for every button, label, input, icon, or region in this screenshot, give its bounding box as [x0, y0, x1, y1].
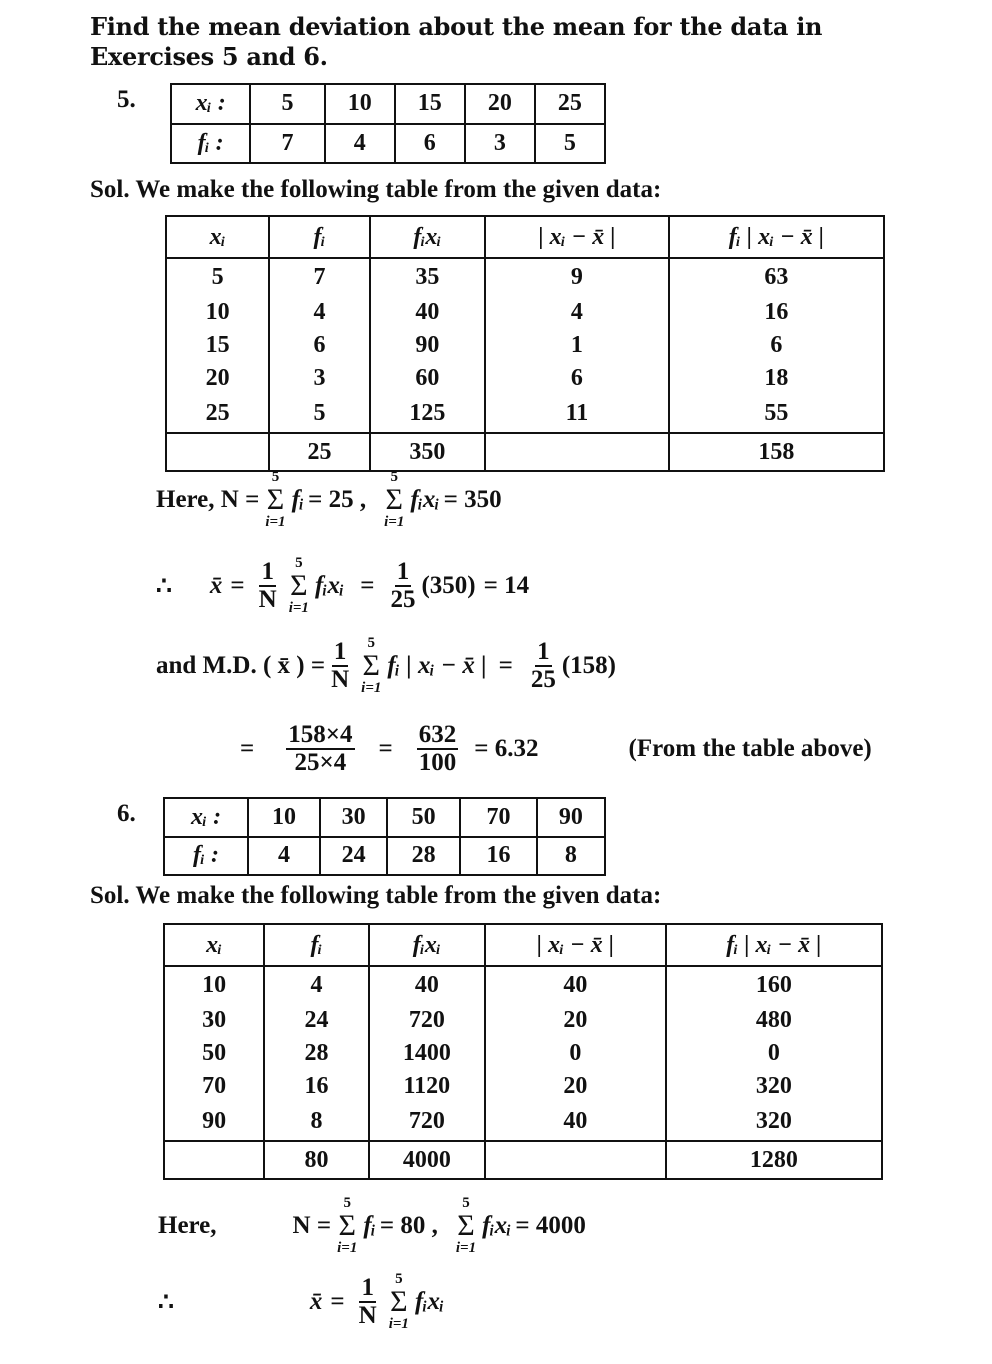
- table-row: [164, 1037, 882, 1070]
- table-cell: 7: [269, 258, 369, 296]
- table-cell: 3: [465, 124, 535, 164]
- table-cell: 20: [465, 84, 535, 124]
- table-cell: 720: [369, 1103, 486, 1141]
- table-cell: fᵢxᵢ: [370, 216, 485, 258]
- sum-fx-value: = 350: [443, 486, 502, 513]
- md-label: and M.D. ( x̄ ) =: [156, 652, 326, 679]
- fixi-term: fᵢxᵢ: [482, 1212, 512, 1239]
- value-158: (158): [561, 652, 617, 679]
- table-cell: fᵢxᵢ: [369, 924, 486, 966]
- table-cell: 55: [669, 395, 884, 433]
- table-row: [164, 837, 605, 876]
- table-cell: | xᵢ − x̄ |: [485, 924, 666, 966]
- table-cell: fᵢ :: [171, 124, 250, 164]
- table-cell: 720: [369, 1004, 486, 1037]
- ex6-data-table: [163, 797, 606, 876]
- table-cell: 90: [370, 329, 485, 362]
- table-cell: 7: [250, 124, 324, 164]
- n-equals: N =: [292, 1212, 332, 1239]
- table-cell: 6: [269, 329, 369, 362]
- fixi-term: fᵢxᵢ: [314, 572, 345, 599]
- table-cell: 6: [395, 124, 465, 164]
- table-cell: [164, 1141, 264, 1179]
- here-label: Here, N =: [156, 486, 260, 513]
- fi-term: fᵢ: [363, 1212, 376, 1239]
- table-cell: 1400: [369, 1037, 486, 1070]
- table-row: [164, 798, 605, 837]
- table-cell: 35: [370, 258, 485, 296]
- fraction-1-over-25: $\frac{1}{25}$: [390, 557, 416, 613]
- table-cell: 4000: [369, 1141, 486, 1179]
- ex5-md-result: [240, 722, 872, 777]
- table-cell: 125: [370, 395, 485, 433]
- mean-result: = 14: [483, 572, 530, 599]
- sum-fx-value: = 4000: [515, 1212, 586, 1239]
- table-cell: [485, 433, 669, 471]
- fixi-term: fᵢxᵢ: [414, 1288, 445, 1315]
- table-cell: 25: [269, 433, 369, 471]
- table-cell: 25: [166, 395, 269, 433]
- equals: =: [230, 572, 245, 599]
- table-cell: 30: [320, 798, 387, 837]
- fraction-1-over-N: $\frac{1}{N}$: [331, 637, 350, 693]
- ex5-sol-line: Sol. We make the following table from the given data:: [90, 176, 662, 203]
- value-350: (350): [421, 572, 476, 599]
- ex6-solution-table: [163, 923, 883, 1180]
- sigma-icon: 5 Σ i=1: [288, 555, 309, 616]
- fraction-158x4-over-25x4: $\frac{158\times 4}{25\times 4}$: [288, 721, 353, 777]
- table-cell: 20: [485, 1004, 666, 1037]
- table-cell: 11: [485, 395, 669, 433]
- table-cell: 28: [264, 1037, 368, 1070]
- here-label: Here,: [158, 1212, 217, 1239]
- table-row: [164, 1103, 882, 1141]
- table-cell: 70: [164, 1070, 264, 1103]
- sum-f-value: = 25 ,: [308, 486, 367, 513]
- exercise-heading-line1: Find the mean deviation about the mean for the data in: [90, 12, 823, 41]
- sigma-icon: 5 Σ i=1: [388, 1271, 409, 1332]
- equals: =: [240, 735, 255, 763]
- table-cell: 15: [166, 329, 269, 362]
- table-cell: 4: [325, 124, 395, 164]
- ex6-sol-line: Sol. We make the following table from the given data:: [90, 882, 662, 909]
- table-cell: 10: [248, 798, 320, 837]
- therefore-symbol: ∴: [156, 573, 172, 600]
- header-row: [164, 924, 882, 966]
- table-cell: 16: [669, 296, 884, 329]
- table-cell: 6: [485, 362, 669, 395]
- table-cell: 70: [460, 798, 537, 837]
- table-cell: xᵢ: [164, 924, 264, 966]
- table-cell: 24: [320, 837, 387, 876]
- exercise-heading-line2: Exercises 5 and 6.: [90, 42, 328, 71]
- ex6-sum-formula: [158, 1196, 586, 1256]
- table-cell: 15: [395, 84, 465, 124]
- equals: =: [378, 735, 393, 763]
- table-cell: 20: [485, 1070, 666, 1103]
- fraction-1-over-25: $\frac{1}{25}$: [530, 637, 556, 693]
- table-cell: 6: [669, 329, 884, 362]
- table-cell: 63: [669, 258, 884, 296]
- table-cell: 30: [164, 1004, 264, 1037]
- sigma-icon: 5 Σ i=1: [265, 469, 286, 530]
- table-row: [164, 966, 882, 1004]
- sigma-icon: 5 Σ i=1: [455, 1195, 477, 1256]
- table-cell: 350: [370, 433, 485, 471]
- sigma-icon: 5 Σ i=1: [361, 635, 382, 696]
- table-cell: 320: [666, 1103, 882, 1141]
- totals-row: [164, 1141, 882, 1179]
- table-cell: 28: [387, 837, 460, 876]
- table-cell: 5: [535, 124, 605, 164]
- table-row: [171, 84, 605, 124]
- sum-f-value: = 80 ,: [379, 1212, 438, 1239]
- table-cell: 1280: [666, 1141, 882, 1179]
- table-cell: 10: [325, 84, 395, 124]
- md-expression: fᵢ | xᵢ − x̄ |: [387, 652, 487, 679]
- table-cell: 8: [537, 837, 605, 876]
- ex5-md-formula: [156, 636, 616, 696]
- ex5-sum-formula: [156, 470, 502, 530]
- exercise-number-5: 5.: [117, 86, 136, 113]
- table-cell: 320: [666, 1070, 882, 1103]
- equals: =: [360, 572, 375, 599]
- sigma-icon: 5 Σ i=1: [384, 469, 405, 530]
- table-cell: 10: [164, 966, 264, 1004]
- table-cell: 0: [666, 1037, 882, 1070]
- table-cell: 60: [370, 362, 485, 395]
- fi-term: fᵢ: [291, 486, 305, 513]
- table-cell: 16: [460, 837, 537, 876]
- table-cell: 5: [269, 395, 369, 433]
- therefore-symbol: ∴: [158, 1289, 174, 1316]
- table-row: [166, 395, 884, 433]
- note: (From the table above): [628, 735, 872, 763]
- sigma-icon: 5 Σ i=1: [337, 1195, 358, 1256]
- table-cell: 5: [250, 84, 324, 124]
- table-cell: xᵢ :: [171, 84, 250, 124]
- table-cell: fᵢ | xᵢ − x̄ |: [669, 216, 884, 258]
- table-cell: 8: [264, 1103, 368, 1141]
- table-cell: 4: [269, 296, 369, 329]
- table-cell: 1120: [369, 1070, 486, 1103]
- table-cell: 24: [264, 1004, 368, 1037]
- table-cell: 10: [166, 296, 269, 329]
- table-cell: 40: [485, 966, 666, 1004]
- fraction-1-over-N: $\frac{1}{N}$: [258, 557, 277, 613]
- table-cell: 160: [666, 966, 882, 1004]
- table-cell: | xᵢ − x̄ |: [485, 216, 669, 258]
- table-cell: 5: [166, 258, 269, 296]
- ex6-mean-formula: [158, 1272, 444, 1332]
- fraction-1-over-N: $\frac{1}{N}$: [358, 1273, 377, 1329]
- table-row: [166, 329, 884, 362]
- table-cell: 40: [485, 1103, 666, 1141]
- ex5-data-table: [170, 83, 606, 164]
- table-cell: fᵢ :: [164, 837, 248, 876]
- table-cell: 3: [269, 362, 369, 395]
- table-row: [164, 1070, 882, 1103]
- totals-row: [166, 433, 884, 471]
- table-cell: [166, 433, 269, 471]
- table-cell: 4: [264, 966, 368, 1004]
- table-cell: [485, 1141, 666, 1179]
- table-cell: fᵢ | xᵢ − x̄ |: [666, 924, 882, 966]
- table-cell: 9: [485, 258, 669, 296]
- table-cell: xᵢ: [166, 216, 269, 258]
- table-cell: 50: [387, 798, 460, 837]
- fraction-632-over-100: $\frac{632}{100}$: [418, 721, 457, 777]
- table-cell: 40: [370, 296, 485, 329]
- header-row: [166, 216, 884, 258]
- ex5-mean-formula: [156, 556, 529, 616]
- table-cell: 80: [264, 1141, 368, 1179]
- table-row: [166, 296, 884, 329]
- table-cell: 25: [535, 84, 605, 124]
- table-cell: 4: [248, 837, 320, 876]
- table-cell: 480: [666, 1004, 882, 1037]
- table-cell: 16: [264, 1070, 368, 1103]
- equals: =: [330, 1288, 345, 1315]
- table-cell: 1: [485, 329, 669, 362]
- table-row: [166, 362, 884, 395]
- table-cell: xᵢ :: [164, 798, 248, 837]
- table-cell: 18: [669, 362, 884, 395]
- table-cell: 50: [164, 1037, 264, 1070]
- table-row: [171, 124, 605, 164]
- table-cell: fᵢ: [269, 216, 369, 258]
- exercise-number-6: 6.: [117, 800, 136, 827]
- ex5-solution-table: [165, 215, 885, 472]
- equals: =: [498, 652, 513, 679]
- table-cell: 40: [369, 966, 486, 1004]
- x-bar: x̄: [309, 1288, 323, 1315]
- table-cell: fᵢ: [264, 924, 368, 966]
- table-cell: 4: [485, 296, 669, 329]
- table-cell: 90: [164, 1103, 264, 1141]
- table-row: [166, 258, 884, 296]
- table-cell: 20: [166, 362, 269, 395]
- table-cell: 158: [669, 433, 884, 471]
- table-row: [164, 1004, 882, 1037]
- fixi-term: fᵢxᵢ: [410, 486, 440, 513]
- x-bar: x̄: [209, 572, 223, 599]
- table-cell: 90: [537, 798, 605, 837]
- md-result: = 6.32: [474, 735, 539, 763]
- table-cell: 0: [485, 1037, 666, 1070]
